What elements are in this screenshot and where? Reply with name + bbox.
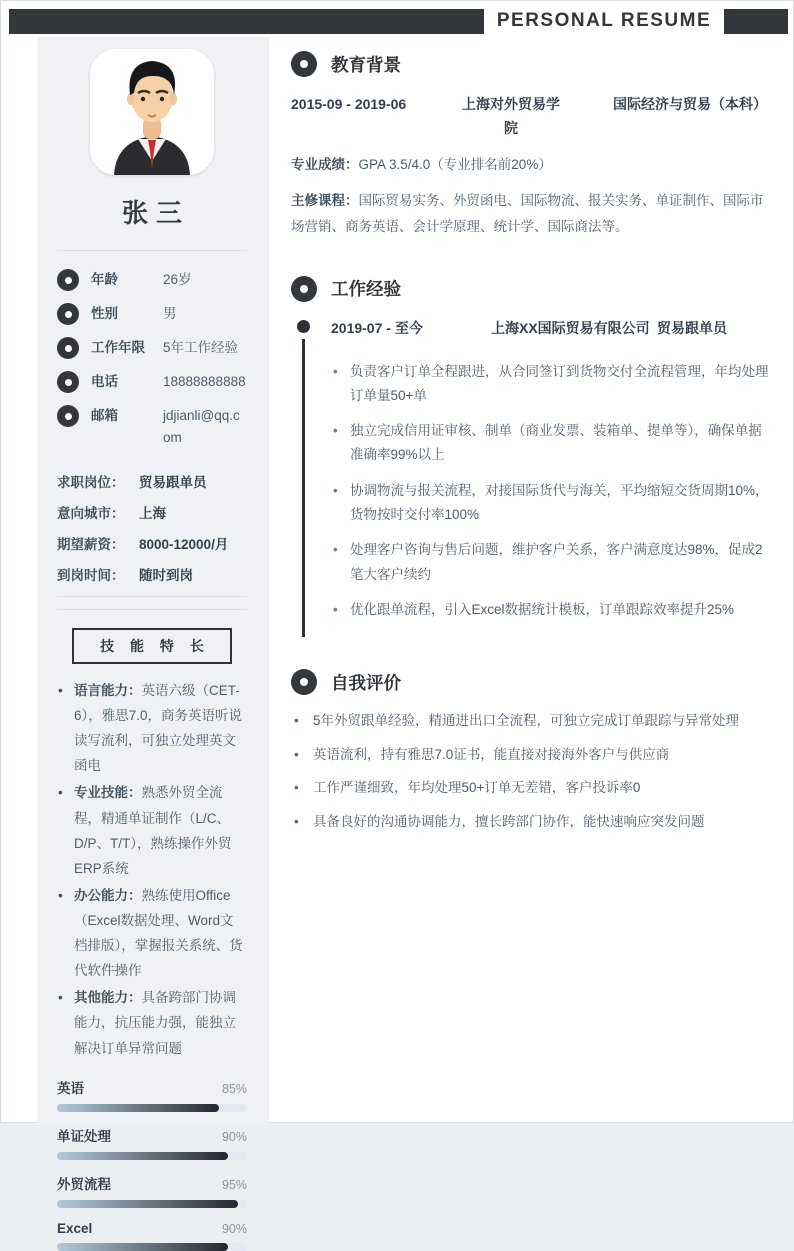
experience-section bbox=[291, 276, 775, 638]
gpa-text: GPA 3.5/4.0（专业排名前20%） bbox=[358, 156, 552, 172]
job-intention-row bbox=[57, 502, 247, 522]
bullet-donut-icon bbox=[57, 405, 79, 427]
page-title: PERSONAL RESUME bbox=[484, 1, 724, 41]
education-school: 上海对外贸易学院 bbox=[462, 96, 560, 136]
skill-bar-label: Excel bbox=[57, 1220, 93, 1236]
section-donut-icon bbox=[291, 669, 317, 695]
intention-label: 求职岗位： bbox=[57, 475, 125, 490]
skill-text: 熟悉外贸全流程，精通单证制作（L/C、D/P、T/T），熟练操作外贸ERP系统 bbox=[74, 785, 232, 876]
skill-label: 其他能力： bbox=[74, 990, 142, 1006]
evaluation-bullet: • 具备良好的沟通协调能力，擅长跨部门协作，能快速响应突发问题 bbox=[291, 810, 775, 834]
info-value: jdjianli@qq.com bbox=[163, 408, 240, 445]
info-value: 5年工作经验 bbox=[163, 340, 239, 355]
skill-bar-percent: 90% bbox=[221, 1129, 247, 1144]
info-label: 电话 bbox=[91, 374, 118, 389]
evaluation-title: 自我评价 bbox=[331, 672, 401, 693]
experience-bullet: • 优化跟单流程，引入Excel数据统计模板，订单跟踪效率提升25% bbox=[331, 598, 775, 622]
skills-list bbox=[57, 678, 247, 1061]
skill-bar-fill bbox=[57, 1104, 219, 1112]
skill-bar-track bbox=[57, 1152, 247, 1160]
info-label: 年龄 bbox=[91, 272, 118, 287]
candidate-name: 张三 bbox=[121, 198, 190, 228]
info-label: 邮箱 bbox=[91, 408, 118, 423]
education-entry bbox=[291, 93, 775, 141]
main-content bbox=[291, 51, 775, 844]
skill-label: 语言能力： bbox=[74, 683, 142, 698]
skills-section-title: 技 能 特 长 bbox=[72, 628, 232, 664]
intention-value: 上海 bbox=[139, 506, 166, 521]
experience-entry bbox=[291, 318, 775, 638]
evaluation-section bbox=[291, 669, 775, 834]
section-donut-icon bbox=[291, 51, 317, 77]
skill-bar-label: 外贸流程 bbox=[57, 1176, 111, 1192]
education-major: 国际经济与贸易（本科） bbox=[613, 96, 767, 112]
sidebar bbox=[37, 37, 269, 1236]
skill-bar-percent: 95% bbox=[221, 1177, 247, 1192]
courses-text: 国际贸易实务、外贸函电、国际物流、报关实务、单证制作、国际市场营销、商务英语、会计学原理、统计学、国际商法等。 bbox=[291, 193, 764, 234]
skill-bar-block bbox=[57, 1221, 247, 1251]
info-value: 男 bbox=[163, 306, 177, 321]
skill-bar-percent: 85% bbox=[221, 1081, 247, 1096]
intention-value: 8000-12000/月 bbox=[139, 537, 229, 552]
skill-bar-fill bbox=[57, 1200, 238, 1208]
evaluation-bullet: • 工作严谨细致，年均处理50+订单无差错，客户投诉率0 bbox=[291, 776, 775, 800]
personal-info-list bbox=[57, 269, 247, 449]
bullet-donut-icon bbox=[57, 337, 79, 359]
intention-label: 意向城市： bbox=[57, 506, 125, 521]
bullet-donut-icon bbox=[57, 303, 79, 325]
courses-label: 主修课程： bbox=[291, 193, 359, 209]
skill-bar-percent: 90% bbox=[221, 1221, 247, 1236]
experience-bullet: • 独立完成信用证审核、制单（商业发票、装箱单、提单等），确保单据准确率99%以上 bbox=[331, 419, 775, 468]
gpa-label: 专业成绩： bbox=[291, 156, 359, 172]
skill-text: 英语六级（CET-6），雅思7.0，商务英语听说读写流利，可独立处理英文函电 bbox=[74, 683, 243, 774]
skill-text: 具备跨部门协调能力，抗压能力强，能独立解决订单异常问题 bbox=[74, 990, 236, 1056]
education-title: 教育背景 bbox=[331, 54, 401, 75]
skill-text: 熟练使用Office（Excel数据处理、Word文档排版），掌握报关系统、货代软件操作 bbox=[74, 887, 243, 979]
evaluation-bullet-list bbox=[291, 709, 775, 834]
experience-title: 工作经验 bbox=[331, 279, 401, 300]
experience-role: 贸易跟单员 bbox=[657, 319, 727, 336]
skill-bar-block bbox=[57, 1173, 247, 1208]
skill-item bbox=[57, 985, 247, 1060]
job-intention-list bbox=[57, 471, 247, 584]
info-value: 18888888888 bbox=[163, 374, 246, 389]
skill-bar-track bbox=[57, 1200, 247, 1208]
bullet-donut-icon bbox=[57, 269, 79, 291]
skill-bar-label: 英语 bbox=[57, 1080, 84, 1096]
job-intention-row bbox=[57, 471, 247, 491]
intention-value: 贸易跟单员 bbox=[139, 475, 207, 490]
experience-bullet: • 负责客户订单全程跟进，从合同签订到货物交付全流程管理，年均处理订单量50+单 bbox=[331, 360, 775, 409]
education-period: 2015-09 - 2019-06 bbox=[291, 96, 407, 112]
skill-item bbox=[57, 780, 247, 880]
skill-bar-label: 单证处理 bbox=[57, 1128, 111, 1144]
job-intention-row bbox=[57, 564, 247, 584]
skill-bar-block bbox=[57, 1077, 247, 1112]
skill-bar-block bbox=[57, 1125, 247, 1160]
skill-item bbox=[57, 678, 247, 778]
male-avatar-icon bbox=[90, 49, 214, 175]
sidebar-divider bbox=[57, 596, 247, 597]
evaluation-bullet: • 英语流利，持有雅思7.0证书，能直接对接海外客户与供应商 bbox=[291, 743, 775, 767]
skill-item bbox=[57, 883, 247, 983]
skill-bar-track bbox=[57, 1104, 247, 1112]
info-label: 工作年限 bbox=[91, 340, 145, 355]
bullet-donut-icon bbox=[57, 371, 79, 393]
skill-bar-fill bbox=[57, 1243, 228, 1251]
education-section bbox=[291, 51, 775, 240]
experience-bullet: • 处理客户咨询与售后问题，维护客户关系，客户满意度达98%，促成2笔大客户续约 bbox=[331, 538, 775, 587]
personal-info-row bbox=[57, 371, 247, 393]
experience-entry-head bbox=[331, 318, 775, 338]
intention-label: 到岗时间： bbox=[57, 568, 125, 583]
profile-photo bbox=[90, 49, 214, 175]
section-donut-icon bbox=[291, 276, 317, 302]
courses-line bbox=[291, 188, 775, 239]
gpa-line bbox=[291, 152, 775, 178]
skill-label: 办公能力： bbox=[74, 887, 142, 903]
personal-info-row bbox=[57, 337, 247, 359]
skill-bar-track bbox=[57, 1243, 247, 1251]
sidebar-divider bbox=[57, 609, 247, 610]
personal-info-row bbox=[57, 269, 247, 291]
info-label: 性别 bbox=[91, 306, 118, 321]
skill-bar-head bbox=[57, 1173, 247, 1193]
skill-bar-head bbox=[57, 1221, 247, 1236]
intention-value: 随时到岗 bbox=[139, 568, 193, 583]
experience-company: 上海XX国际贸易有限公司 bbox=[491, 319, 650, 336]
skill-bar-head bbox=[57, 1077, 247, 1097]
evaluation-bullet: • 5年外贸跟单经验，精通进出口全流程，可独立完成订单跟踪与异常处理 bbox=[291, 709, 775, 733]
intention-label: 期望薪资： bbox=[57, 537, 125, 552]
education-header bbox=[291, 51, 775, 77]
skill-label: 专业技能： bbox=[74, 785, 142, 801]
skill-bar-fill bbox=[57, 1152, 228, 1160]
skill-bar-head bbox=[57, 1125, 247, 1145]
experience-header bbox=[291, 276, 775, 302]
evaluation-header bbox=[291, 669, 775, 695]
experience-bullet-list bbox=[331, 360, 775, 623]
job-intention-row bbox=[57, 533, 247, 553]
skill-bars bbox=[57, 1077, 247, 1251]
personal-info-row bbox=[57, 405, 247, 449]
info-value: 26岁 bbox=[163, 272, 192, 287]
experience-period: 2019-07 - 至今 bbox=[331, 319, 423, 336]
personal-info-row bbox=[57, 303, 247, 325]
experience-bullet: • 协调物流与报关流程，对接国际货代与海关，平均缩短交货周期10%，货物按时交付率100% bbox=[331, 479, 775, 528]
sidebar-divider bbox=[57, 250, 247, 251]
